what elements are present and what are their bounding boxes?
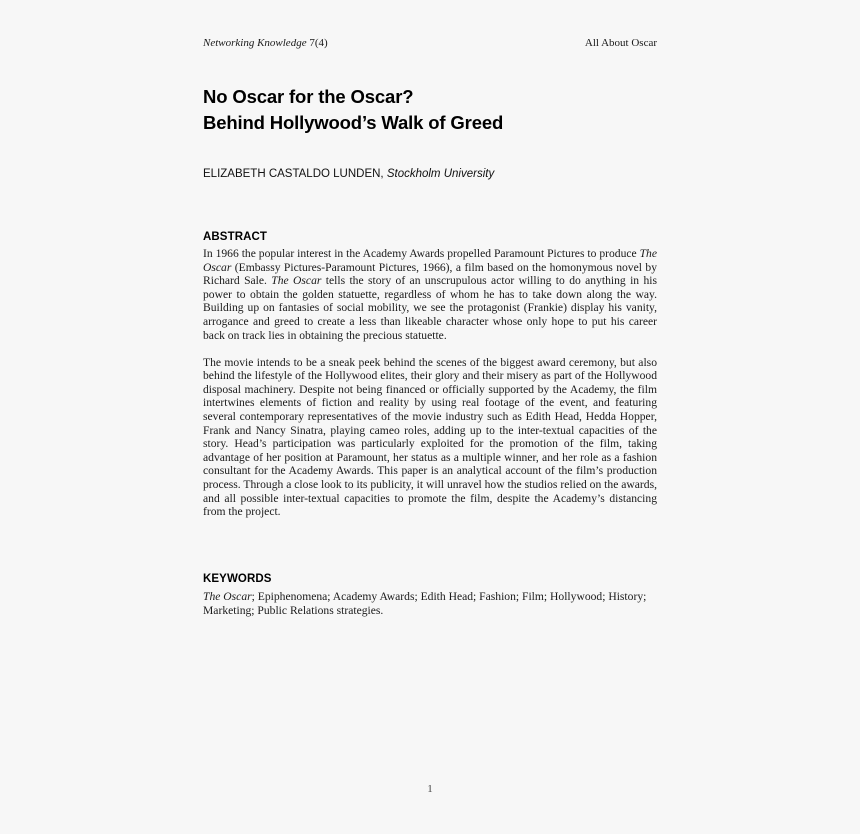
- keywords-rest: ; Epiphenomena; Academy Awards; Edith Head; Fashion; Film; Hollywood; History; Marketing; Public Relations strategies.: [203, 589, 647, 618]
- abstract-p1-part1: In 1966 the popular interest in the Academy Awards propelled Paramount Pictures to produce: [203, 247, 640, 260]
- journal-name: Networking Knowledge: [203, 37, 307, 49]
- abstract-p1-part3: tells the story of an unscrupulous actor willing to do anything in his power to obtain the golden statuette, regardless of whom he has to take down along the way. Building up on fantasies of social mobility, we see the protagonist (Frankie) display his vanity, arrogance and greed to create a less than likeable character whose only hope to put his career back on track lies in obtaining the precious statuette.: [203, 274, 657, 342]
- keyword-film-title-italic: The Oscar: [203, 589, 252, 603]
- author-name: ELIZABETH CASTALDO LUNDEN,: [203, 168, 387, 180]
- author-affiliation: Stockholm University: [386, 168, 495, 180]
- abstract-heading: ABSTRACT: [203, 231, 268, 243]
- abstract-paragraph-2: The movie intends to be a sneak peek behind the scenes of the biggest award ceremony, but also behind the lifestyle of the Hollywood elites, their glory and their misery as part of the Hollywood disposal machinery. Despite not being financed or officially supported by the Academy, the film intertwines elements of fiction and reality by using real footage of the event, and featuring several contemporary representatives of the movie industry such as Edith Head, Hedda Hopper, Frank and Nancy Sinatra, playing cameo roles, adding up to the inter-textual capacities of the story. Head’s participation was particularly exploited for the promotion of the film, taking advantage of her position at Paramount, her status as a multiple winner, and her role as a fashion consultant for the Academy Awards. This paper is an analytical account of the film’s production process. Through a close look to its publicity, it will unravel how the studios relied on the awards, and all possible inter-textual capacities to promote the film, despite the Academy’s distancing from the project.: [203, 355, 657, 519]
- abstract-section: [203, 229, 657, 519]
- abstract-p1-part2: (Embassy Pictures-Paramount Pictures, 1966), a film based on the homonymous novel by Richard Sale.: [203, 260, 657, 288]
- journal-volume-issue: 7(4): [306, 37, 328, 49]
- abstract-paragraph-1: [203, 247, 657, 342]
- title-line-2: Behind Hollywood’s Walk of Greed: [203, 112, 504, 133]
- running-head: [203, 36, 657, 50]
- title-line-1: No Oscar for the Oscar?: [203, 86, 414, 107]
- keywords-list: [203, 590, 657, 619]
- author-line: [203, 166, 657, 182]
- keywords-section: [203, 571, 657, 619]
- film-title-italic-2: The Oscar: [271, 274, 322, 288]
- page-number: 1: [427, 783, 433, 795]
- page-title: [203, 84, 657, 136]
- running-head-right: All About Oscar: [584, 37, 657, 49]
- film-title-italic-1: The Oscar: [203, 247, 657, 274]
- running-head-left: [203, 36, 328, 50]
- page-content: [203, 36, 657, 619]
- keywords-heading: KEYWORDS: [203, 572, 272, 585]
